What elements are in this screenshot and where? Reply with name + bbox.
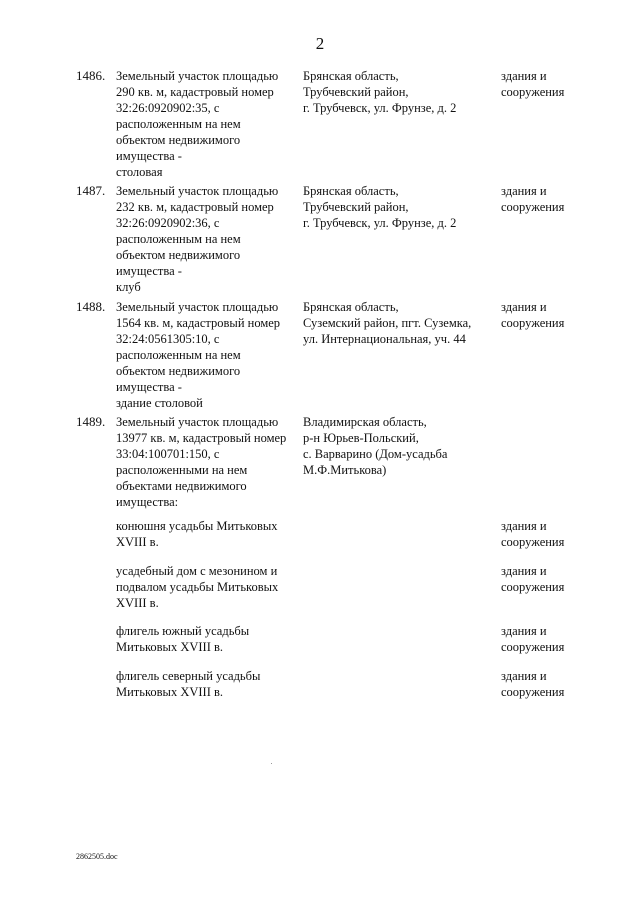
- sub-item-type: здания и сооружения: [501, 624, 565, 654]
- sub-item-type: здания и сооружения: [501, 519, 565, 549]
- entry-description: Земельный участок площадью 13977 кв. м, кадастровый номер 33:04:100701:150, с расположенными на нем объектами недвижимого имущества:: [116, 415, 287, 509]
- sub-item-description: флигель северный усадьбы Митьковых XVIII в.: [116, 669, 261, 699]
- sub-item-description: усадебный дом с мезонином и подвалом усадьбы Митьковых XVIII в.: [116, 564, 279, 610]
- entry-address: Брянская область, Трубчевский район, г. Трубчевск, ул. Фрунзе, д. 2: [303, 69, 457, 115]
- entry-address: Брянская область, Суземский район, пгт. Суземка, ул. Интернациональная, уч. 44: [303, 300, 472, 346]
- page-number: 2: [315, 34, 325, 53]
- sub-item-type: здания и сооружения: [501, 564, 565, 594]
- entry-description: Земельный участок площадью 290 кв. м, кадастровый номер 32:26:0920902:35, с расположенным на нем объектом недвижимого имущества - столовая: [116, 69, 279, 179]
- entry-address: Брянская область, Трубчевский район, г. Трубчевск, ул. Фрунзе, д. 2: [303, 184, 457, 230]
- entry-description: Земельный участок площадью 232 кв. м, кадастровый номер 32:26:0920902:36, с расположенным на нем объектом недвижимого имущества - клуб: [116, 184, 279, 294]
- entry-number: 1486.: [76, 68, 106, 83]
- entry-number: 1487.: [76, 183, 106, 198]
- stray-dot: [271, 763, 272, 764]
- document-filename: 2862505.doc: [76, 852, 118, 861]
- entry-description: Земельный участок площадью 1564 кв. м, кадастровый номер 32:24:0561305:10, с расположенным на нем объектом недвижимого имущества - здание столовой: [116, 300, 281, 410]
- entry-type: здания и сооружения: [501, 300, 565, 330]
- sub-item-description: флигель южный усадьбы Митьковых XVIII в.: [116, 624, 250, 654]
- sub-item-type: здания и сооружения: [501, 669, 565, 699]
- sub-item-description: конюшня усадьбы Митьковых XVIII в.: [116, 519, 278, 549]
- entry-address: Владимирская область, р-н Юрьев-Польский, с. Варварино (Дом-усадьба М.Ф.Митькова): [303, 415, 448, 477]
- entry-type: здания и сооружения: [501, 69, 565, 99]
- entry-type: здания и сооружения: [501, 184, 565, 214]
- entry-number: 1488.: [76, 299, 106, 314]
- entry-number: 1489.: [76, 414, 106, 429]
